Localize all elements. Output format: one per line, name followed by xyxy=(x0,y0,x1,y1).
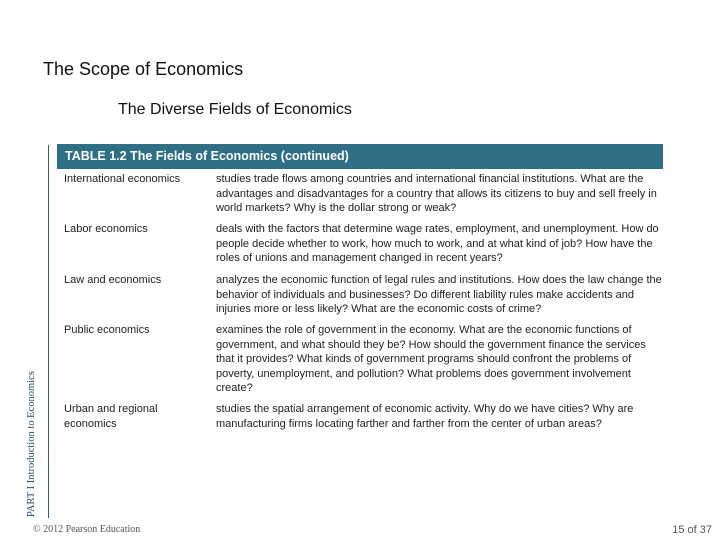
slide-subtitle: The Diverse Fields of Economics xyxy=(118,101,352,118)
copyright-notice: © 2012 Pearson Education xyxy=(33,524,141,535)
field-name: International economics xyxy=(64,173,181,185)
side-part-label: PART I Introduction to Economics xyxy=(26,371,37,517)
field-description: studies the spatial arrangement of economic activity. Why do we have cities? Why are manufacturing firms locating farther and farther from the center of urban areas? xyxy=(216,403,634,430)
field-name: Labor economics xyxy=(64,223,148,235)
field-description: studies trade flows among countries and international financial institutions. What are the advantages and disadvantages for a country that allows its citizens to buy and sell freely in world markets? Why is the dollar strong or weak? xyxy=(216,173,657,214)
field-name: Urban and regional economics xyxy=(64,403,158,430)
field-description: examines the role of government in the economy. What are the economic functions of government, and what should they be? How should the government finance the services that it provides? What kinds of government programs should confront the problems of poverty, unemployment, and pollution? What problems does government involvement create? xyxy=(216,324,646,394)
table-title: TABLE 1.2 The Fields of Economics (continued) xyxy=(57,144,663,169)
field-description: analyzes the economic function of legal rules and institutions. How does the law change the behavior of individuals and businesses? Do different liability rules make accidents and injuries more or less likely? What are the economic costs of crime? xyxy=(216,274,662,315)
side-divider-line xyxy=(48,145,49,518)
page-number: 15 of 37 xyxy=(672,524,712,536)
slide-title: The Scope of Economics xyxy=(43,59,244,79)
field-description: deals with the factors that determine wage rates, employment, and unemployment. How do people decide whether to work, how much to work, and at what kind of job? How have the roles of unions and management changed in recent years? xyxy=(216,223,659,264)
field-name: Law and economics xyxy=(64,274,162,286)
field-name: Public economics xyxy=(64,324,150,336)
